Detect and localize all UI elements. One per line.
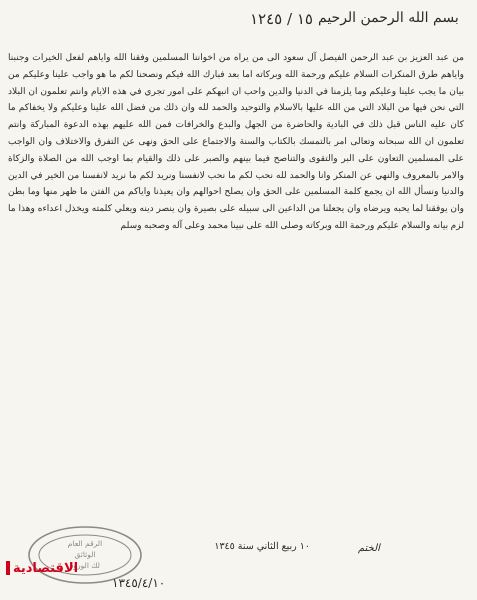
letter-body: من عبد العزيز بن عبد الرحمن الفيصل آل سعود الى من يراه من اخواننا المسلمين وفقنا الله واياهم لفعل الخيرات وجنبنا واياهم طرق المنكرات السلام عليكم ورحمة الله وبركاته اما بعد فبارك الله فيكم ونصحنا لكم ما هو واجب علينا وعليكم من بيان ما يجب علينا وعليكم وما يلزمنا في الدنيا والدين واحب ان انبهكم على امور تجري في هذه الايام وانتم تعلمون ان البلاد التي نحن فيها من البلاد التي من الله عليها بالاسلام والتوحيد والحمد لله وان ذلك من فضل الله علينا وعليكم ولا يخفاكم ما كان عليه الناس قبل ذلك في البادية والحاضرة من الجهل والبدع والخرافات فمن الله عليهم بهذه الدعوة المباركة وانتم تعلمون ان الله سبحانه وتعالى امر بالتمسك بالكتاب والسنة والاجتماع على الحق ونهى عن التفرق والاختلاف وان الواجب على المسلمين التعاون على البر والتقوى والتناصح فيما بينهم والصبر على ذلك والقيام بما اوجب الله من الصلاة والزكاة والامر بالمعروف والنهي عن المنكر وانا والحمد لله نحب لكم ما نحب لانفسنا ونريد لكم ما نريد لانفسنا من الخير في الدين والدنيا ونسأل الله ان يجمع كلمة المسلمين على الحق وان يصلح احوالهم وان يعيذنا واياكم من الفتن ما ظهر منها وما بطن وان يوفقنا لما يحبه ويرضاه وان يجعلنا من الداعين الى سبيله على بصيرة وان ينصر دينه ويعلي كلمته ويخذل اعداءه وهذا ما لزم بيانه والسلام عليكم ورحمة الله وبركاته وصلى الله على نبينا محمد وعلى آله وصحبه وسلم [8, 53, 464, 231]
logo-mark-icon [6, 561, 10, 575]
stamp-line-2: الوثائق [74, 550, 96, 559]
document-reference-number: ١٥ / ١٢٤٥ [250, 10, 313, 28]
stamp-line-3: لك الورود [70, 561, 100, 570]
stamp-line-1: الرقم العام [67, 539, 103, 548]
basmala-heading: بسم الله الرحمن الرحيم [318, 10, 459, 26]
logo-text: الاقتصادية [13, 560, 79, 576]
signature: الختم [358, 543, 380, 554]
publisher-logo [6, 560, 78, 576]
handwritten-archive-date: ١٣٤٥/٤/١٠ [112, 576, 166, 590]
letter-date: ١٠ ربيع الثاني سنة ١٣٤٥ [214, 541, 310, 552]
